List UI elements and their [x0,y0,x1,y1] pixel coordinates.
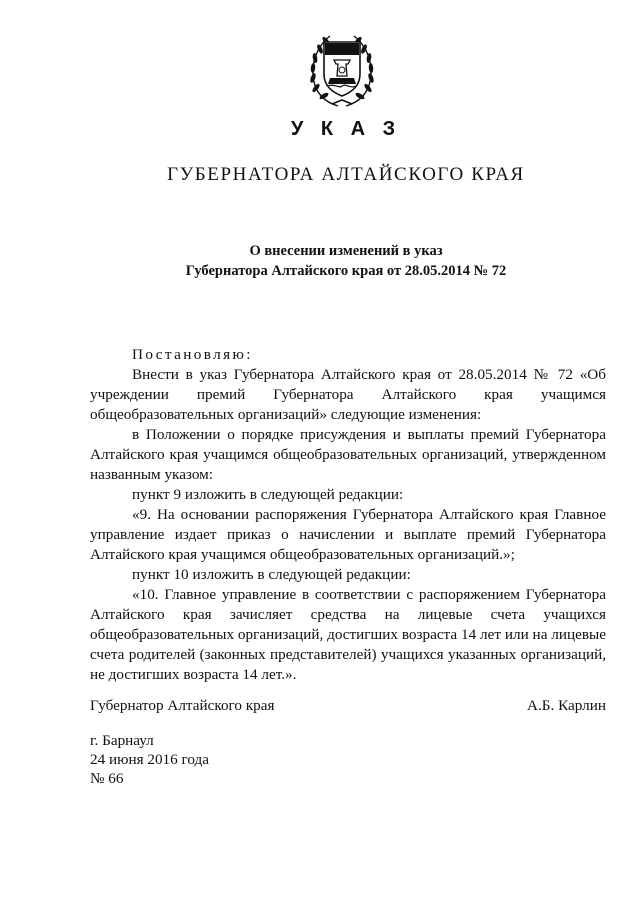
body-paragraph: «9. На основании распоряжения Губернатора Алтайского края Главное управление издает приказ о начислении и выплате премий Губернатора Алтайского края учащимся общеобразовательных организаций.»; [90,506,606,563]
issuer-title: ГУБЕРНАТОРА АЛТАЙСКОГО КРАЯ [167,164,525,185]
resolve-word: Постановляю: [132,346,253,363]
issue-city: г. Барнаул [90,732,154,749]
body-paragraph: в Положении о порядке присуждения и выплаты премий Губернатора Алтайского края учащимся общеобразовательных организаций, утвержденном названным указом: [90,426,606,483]
document-type-title: У К А З [290,118,402,140]
decree-number: № 66 [90,770,124,787]
subject-line-2: Губернатора Алтайского края от 28.05.2014 № 72 [185,263,507,279]
place-date-number [90,731,209,788]
body-paragraph: пункт 10 изложить в следующей редакции: [132,566,411,583]
signatory-position: Губернатор Алтайского края [90,697,275,714]
signature-line [90,697,606,715]
decree-subject [0,241,640,281]
body-paragraph: Внести в указ Губернатора Алтайского края от 28.05.2014 № 72 «Об учреждении премий Губернатора Алтайского края учащимся общеобразовательных организаций» следующие изменения: [90,366,606,423]
subject-line-1: О внесении изменений в указ [249,243,443,259]
body-paragraph: пункт 9 изложить в следующей редакции: [132,486,404,503]
issue-date: 24 июня 2016 года [90,751,210,768]
signatory-name: А.Б. Карлин [527,697,606,714]
body-paragraph: «10. Главное управление в соответствии с распоряжением Губернатора Алтайского края зачисляет средства на лицевые счета учащихся общеобразовательных организаций, достигших возраста 14 лет или на лицевые счета родителей (законных представителей) учащихся указанных организаций, не достигших возраста 14 лет.». [90,586,606,683]
decree-body [90,345,606,685]
altai-krai-coat-of-arms-icon [300,28,384,112]
